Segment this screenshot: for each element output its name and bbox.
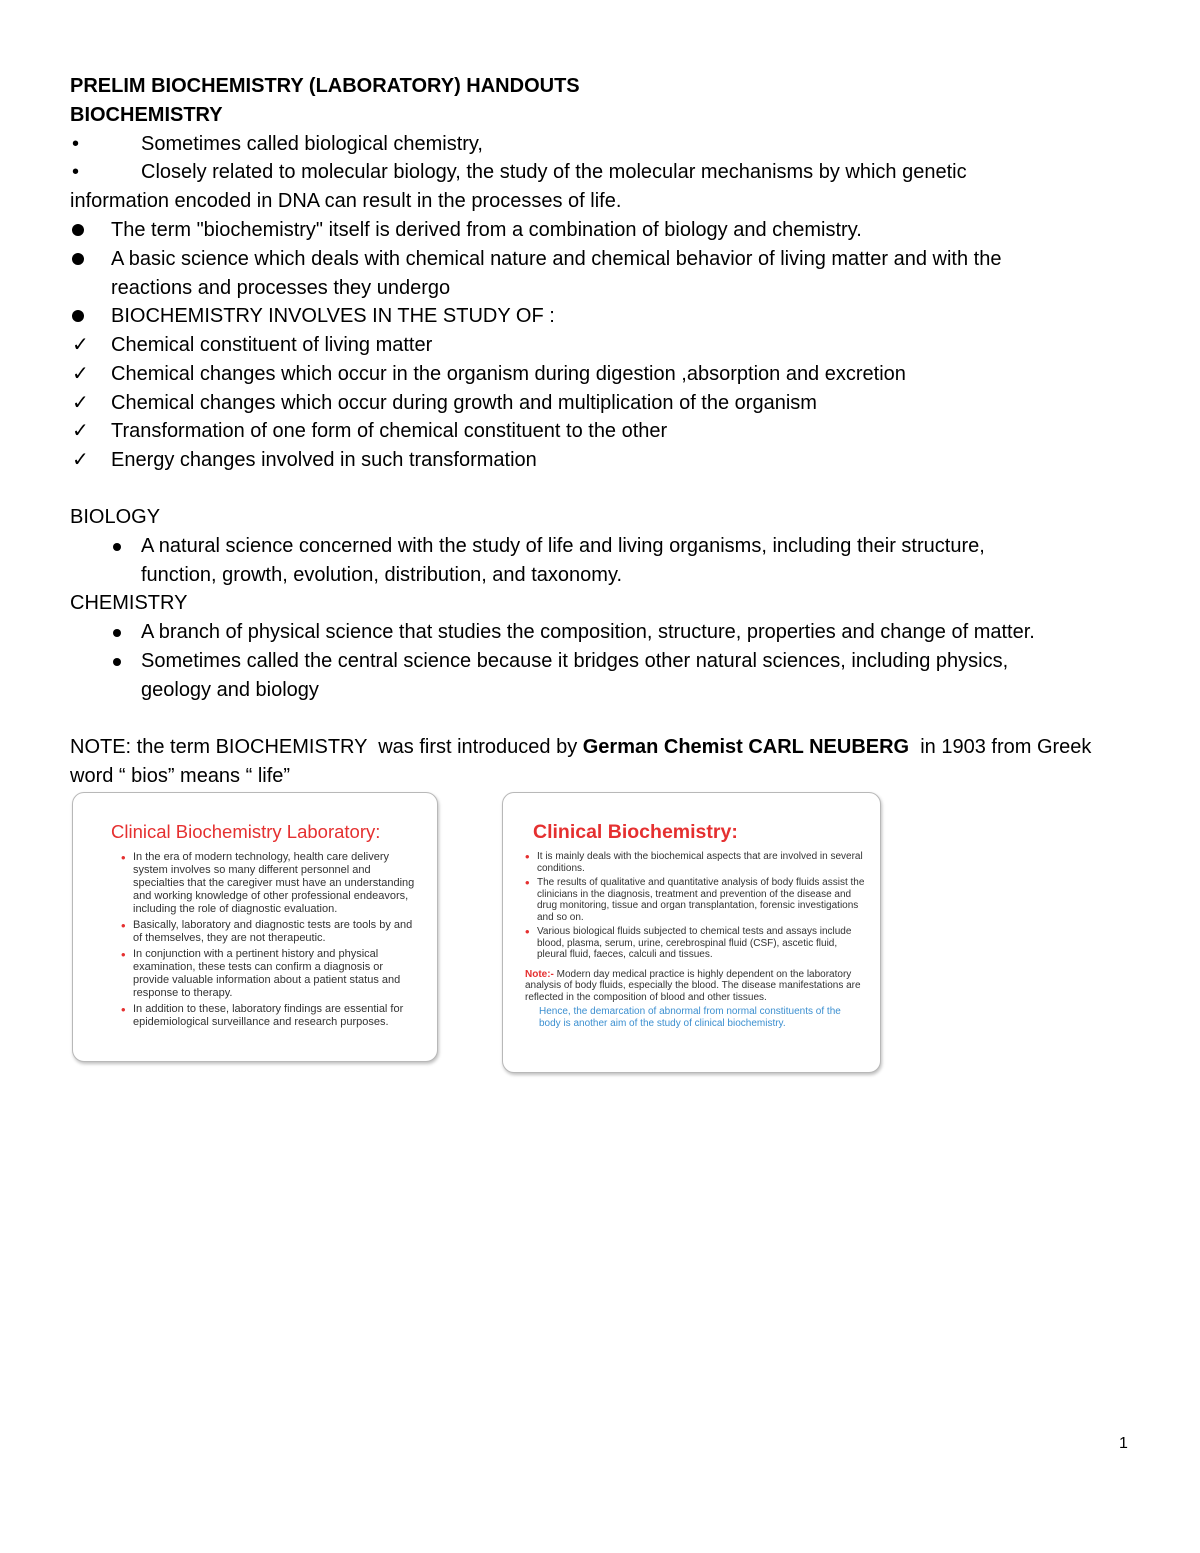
slide-note: Note:- Modern day medical practice is highly dependent on the laboratory analysis of body fluids, especially the blood. The disease manifestations are reflected in the composition of blood and other tissues. [525,968,861,1003]
page-number: 1 [1119,1435,1128,1452]
slide-bullet: • It is mainly deals with the biochemical aspects that are involved in several conditions. [525,851,865,874]
slide-bullet: • In the era of modern technology, health care delivery system involves so many different personnel and specialties that the caregiver must have an understanding and working knowledge of other professional endeavors, including the role of diagnostic evaluation. [121,851,421,916]
slide-bullet: • In conjunction with a pertinent history and physical examination, these tests can confirm a diagnosis or provide valuable information about a patient status and response to therapy. [121,948,421,1000]
checkmark-icon: ✓ [72,334,89,356]
section-heading-chemistry: CHEMISTRY [70,592,188,614]
slide-bullet: • The results of qualitative and quantitative analysis of body fluids assist the clinicians in the diagnosis, treatment and prevention of the disease and drug monitoring, tissue and organ transplantation, forensic investigations and so on. [525,877,865,923]
bullet-icon [72,224,84,236]
section-heading-biochemistry: BIOCHEMISTRY [70,104,223,126]
section-heading-biology: BIOLOGY [70,506,161,528]
checkmark-icon: ✓ [72,363,89,385]
bullet-icon [113,543,121,551]
bullet-icon [72,253,84,265]
checkmark-icon: ✓ [72,392,89,414]
document-title: PRELIM BIOCHEMISTRY (LABORATORY) HANDOUTS [70,75,580,97]
checkmark-icon: ✓ [72,420,89,442]
slide-bullet: • Various biological fluids subjected to chemical tests and assays include blood, plasma, serum, urine, cerebrospinal fluid (CSF), ascetic fluid, pleural fluid, faeces, calculi and tissues. [525,926,865,961]
bullet-icon [113,658,121,666]
slide-bullet: • Basically, laboratory and diagnostic tests are tools by and of themselves, they are not therapeutic. [121,919,421,945]
slide-title: Clinical Biochemistry: [533,821,738,843]
slide-image-clinical-biochemistry [502,792,881,1073]
slide-title: Clinical Biochemistry Laboratory: [111,821,381,842]
checkmark-icon: ✓ [72,449,89,471]
note-paragraph-line2: word “ bios” means “ life” [70,765,291,787]
slide-body [121,851,421,1032]
document-page: PRELIM BIOCHEMISTRY (LABORATORY) HANDOUTS BIOCHEMISTRY • Sometimes called biological chemistry, • Closely related to molecular biology, the study of the molecular mechanisms by which genetic information encoded in DNA can result in the processes of life. The term "biochemistry" itself is derived from a combination of biology and chemistry. A basic science which deals with chemical nature and chemical behavior of living matter and with the reactions and processes they undergo BIOCHEMISTRY INVOLVES IN THE STUDY OF : ✓ Chemical constituent of living matter ✓ Chemical changes which occur in the organism during digestion ,absorption and excretion ✓ Chemical changes which occur during growth and multiplication of the organism ✓ Transformation of one form of chemical constituent to the other ✓ Energy changes involved in such transformation BIOLOGY A natural science concerned with the study of life and living organisms, including their structure, function, growth, evolution, distribution, and taxonomy. CHEMISTRY A branch of physical science that studies the composition, structure, properties and change of matter. Sometimes called the central science because it bridges other natural sciences, including physics, geology and biology NOTE: the term BIOCHEMISTRY was first introduced by German Chemist CARL NEUBERG in 1903 from Greek word “ bios” means “ life” Clinical Biochemistry Laboratory: • In the era of modern technology, health care delivery system involves so many different personnel and specialties that the caregiver must have an understanding and working knowledge of other professional endeavors, including the role of diagnostic evaluation. • Basically, laboratory and diagnostic tests are tools by and of themselves, they are not therapeutic. • In conjunction with a pertinent history and physical examination, these tests can confirm a diagnosis or provide valuable information about a patient status and response to therapy. • In addition to these, laboratory findings are essential for epidemiological surveillance and research purposes. Clinical Biochemistry: • It is mainly deals with the biochemical aspects that are involved in several conditions. • The results of qualitative and quantitative analysis of body fluids assist the clinicians in the diagnosis, treatment and prevention of the disease and drug monitoring, tissue and organ transplantation, forensic investigations and so on. • Various biological fluids subjected to chemical tests and assays include blood, plasma, serum, urine, cerebrospinal fluid (CSF), ascetic fluid, pleural fluid, faeces, calculi and tissues. Note:- Modern day medical practice is highly dependent on the laboratory analysis of body fluids, especially the blood. The disease manifestations are reflected in the composition of blood and other tissues. Hence, the demarcation of abnormal from normal constituents of the body is another aim of the study of clinical biochemistry. 1 [0,0,1200,1553]
bullet-icon [113,629,121,637]
slide-hence: Hence, the demarcation of abnormal from normal constituents of the body is another aim of the study of clinical biochemistry. [539,1006,841,1029]
bullet-icon [72,310,84,322]
slide-image-clinical-biochemistry-laboratory [72,792,438,1062]
list-item-continuation: information encoded in DNA can result in the processes of life. [70,190,622,212]
slide-body [525,851,865,1029]
note-paragraph: NOTE: the term BIOCHEMISTRY was first introduced by German Chemist CARL NEUBERG in 1903 from Greek [70,736,1092,758]
slide-bullet: • In addition to these, laboratory findings are essential for epidemiological surveillance and research purposes. [121,1003,421,1029]
